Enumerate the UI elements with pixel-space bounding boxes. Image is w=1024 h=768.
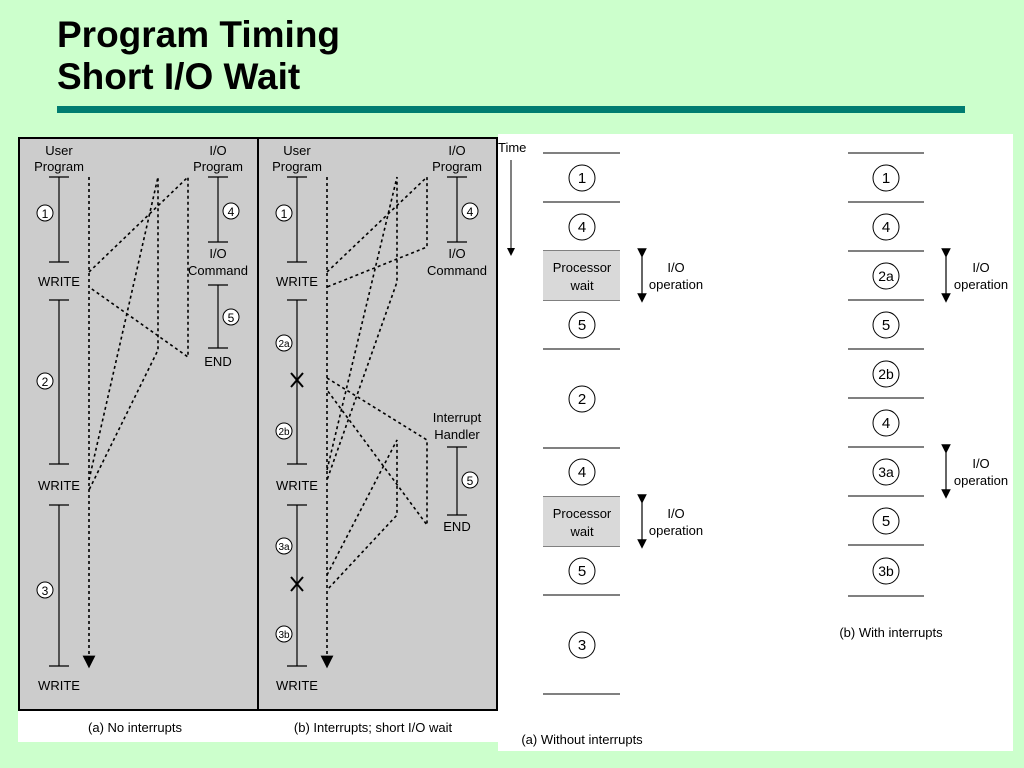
col-b-io-op-1a: I/O (972, 260, 990, 275)
panel-a-user-label-2: Program (34, 159, 84, 174)
panel-b-user-label-1: User (283, 143, 311, 158)
col-a-block-4-label: 5 (577, 317, 587, 334)
col-a-io-op-2b: operation (648, 523, 704, 538)
panel-a-io-command-1: I/O (209, 246, 227, 261)
col-a-block-1-label: 1 (577, 170, 587, 187)
col-b-block-2-label: 4 (881, 219, 891, 236)
panel-b-io-program-label-2: Program (432, 159, 482, 174)
panel-a-write-1: WRITE (38, 274, 80, 289)
panel-a-end-label: END (204, 354, 232, 369)
panel-b-seg2b-label: 2b (278, 427, 290, 438)
col-a-processor-wait-2a: Processor (552, 506, 612, 521)
col-a-processor-wait-2b: wait (570, 524, 594, 539)
panel-a-io-command-2: Command (188, 263, 248, 278)
col-b-block-7-label: 3a (878, 464, 894, 480)
panel-b-write-2: WRITE (276, 478, 318, 493)
col-b-caption: (b) With interrupts (839, 625, 943, 640)
col-a-io-op-1a: I/O (667, 260, 685, 275)
col-a-block-6-label: 4 (577, 464, 587, 481)
col-b-block-5-label: 2b (878, 366, 894, 382)
panel-b-seg3a-label: 3a (278, 542, 290, 553)
col-b-io-op-2b: operation (953, 473, 1009, 488)
panel-a-seg2-label: 2 (41, 375, 49, 389)
col-a-block-2-label: 4 (577, 219, 587, 236)
col-a-block-9-label: 3 (577, 637, 587, 654)
panel-a-seg3-label: 3 (41, 584, 49, 598)
col-b-io-op-1b: operation (953, 277, 1009, 292)
panel-b-io-command-2: Command (427, 263, 487, 278)
panel-b-seg1-label: 1 (280, 207, 288, 221)
panel-b-end-label: END (443, 519, 471, 534)
panel-a-seg1-label: 1 (41, 207, 49, 221)
col-a-processor-wait-1a: Processor (552, 260, 612, 275)
panel-a-caption: (a) No interrupts (88, 720, 182, 735)
title-line-2: Short I/O Wait (57, 56, 301, 97)
col-a-io-op-1b: operation (648, 277, 704, 292)
panel-b-seg2a-label: 2a (278, 339, 290, 350)
title-line-1: Program Timing (57, 14, 341, 55)
col-a-io-op-2a: I/O (667, 506, 685, 521)
panel-b-write-1: WRITE (276, 274, 318, 289)
col-a-block-8-label: 5 (577, 563, 587, 580)
panel-a-user-label-1: User (45, 143, 73, 158)
panel-a-write-3: WRITE (38, 678, 80, 693)
panel-b-seg5-label: 5 (466, 474, 474, 488)
panel-a-io-program-label-1: I/O (209, 143, 227, 158)
col-b-block-1-label: 1 (881, 170, 891, 187)
panel-b-caption: (b) Interrupts; short I/O wait (293, 720, 453, 735)
panel-b-io-command-1: I/O (448, 246, 466, 261)
panel-b-seg3b-label: 3b (278, 630, 290, 641)
col-b-block-9-label: 3b (878, 563, 894, 579)
panel-a-seg5-label: 5 (227, 311, 235, 325)
col-b-block-3-label: 2a (878, 268, 894, 284)
panel-a-write-2: WRITE (38, 478, 80, 493)
panel-b-user-label-2: Program (272, 159, 322, 174)
panel-b-write-3: WRITE (276, 678, 318, 693)
col-b-block-6-label: 4 (881, 415, 891, 432)
col-b-io-op-2a: I/O (972, 456, 990, 471)
panel-b-interrupt-label-2: Handler (434, 427, 480, 442)
panel-b-interrupt-label-1: Interrupt (432, 410, 482, 425)
panel-a-seg4-label: 4 (227, 205, 235, 219)
col-a-block-5-label: 2 (577, 391, 587, 408)
panel-b-seg4-label: 4 (466, 205, 474, 219)
col-a-processor-wait-1b: wait (570, 278, 594, 293)
col-a-caption: (a) Without interrupts (521, 732, 643, 747)
panel-a-io-program-label-2: Program (193, 159, 243, 174)
col-b-block-8-label: 5 (881, 513, 891, 530)
panel-b-io-program-label-1: I/O (448, 143, 466, 158)
time-label: Time (498, 140, 527, 155)
col-b-block-4-label: 5 (881, 317, 891, 334)
